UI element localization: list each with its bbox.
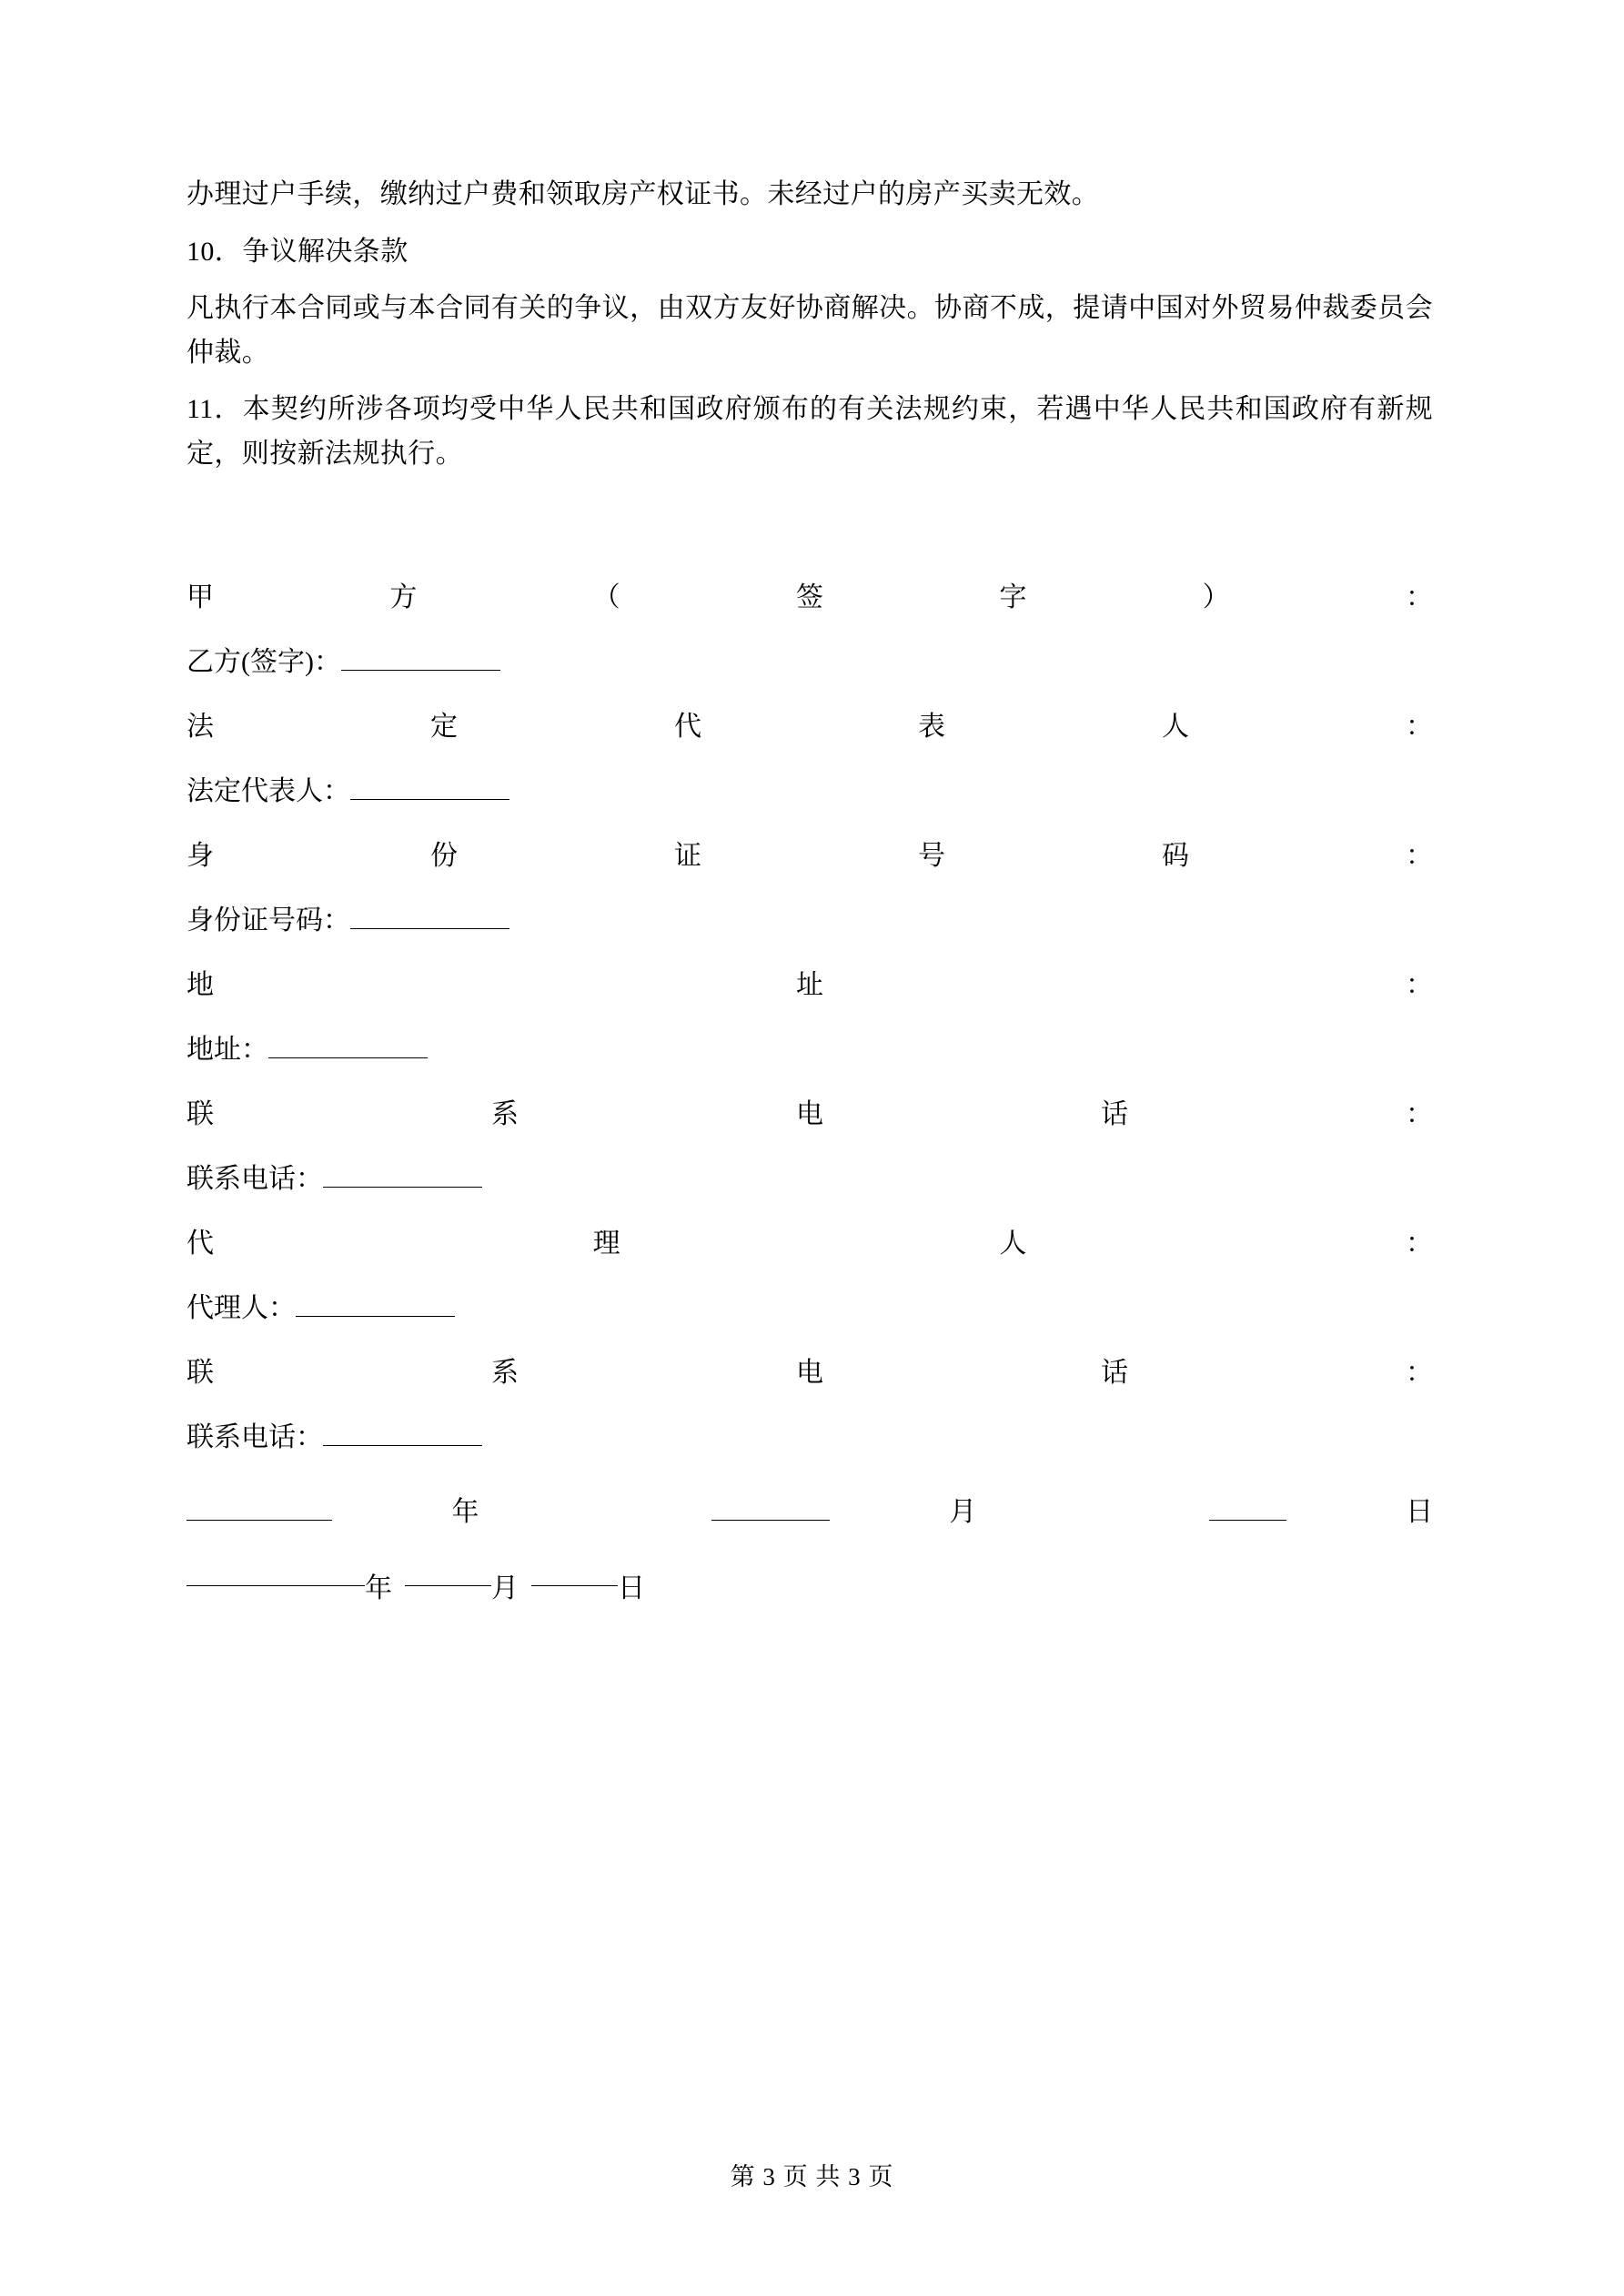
legal-rep-a-label: 法 定 代 表 人 ： [187,711,1433,742]
legal-rep-a-row [187,713,1433,778]
address-b-field[interactable] [268,1057,428,1058]
date-a-day-label: 日 [1406,1496,1434,1527]
party-b-signature-row [187,646,1433,713]
party-b-signature-label: 乙方(签字)： [187,646,341,677]
date-row-b [187,1553,1433,1618]
phone-b-field[interactable] [323,1187,482,1188]
id-number-b-row [187,907,1433,972]
date-b-month-field[interactable] [405,1585,491,1586]
date-a-year-label: 年 [451,1496,592,1527]
party-b-signature-field[interactable] [341,670,500,671]
date-b-day-label: 日 [618,1573,645,1604]
date-a-year-field[interactable] [187,1520,332,1521]
id-number-a-label: 身 份 证 号 码 ： [187,840,1433,871]
party-a-signature-row [187,584,1433,649]
date-row-a [187,1489,1433,1553]
legal-rep-b-field[interactable] [350,799,509,800]
date-a-month-label: 月 [949,1496,1090,1527]
date-a-day-field[interactable] [1209,1520,1286,1521]
legal-rep-b-row [187,775,1433,843]
agent-a-label: 代 理 人 ： [187,1228,1433,1259]
date-a-month-field[interactable] [711,1520,830,1521]
agent-phone-a-label: 联 系 电 话 ： [187,1357,1433,1388]
phone-a-label: 联 系 电 话 ： [187,1098,1433,1129]
signature-block [187,584,1433,1618]
agent-a-row [187,1230,1433,1295]
id-number-a-row [187,840,1433,907]
agent-b-label: 代理人： [187,1292,296,1323]
clause-10-text: 凡执行本合同或与本合同有关的争议，由双方友好协商解决。协商不成，提请中国对外贸易仲裁委员会仲裁。 [187,293,1433,368]
agent-phone-b-row [187,1421,1433,1489]
party-a-signature-label: 甲 方 （ 签 字 ） ： [187,582,1433,612]
date-b-day-field[interactable] [531,1585,618,1586]
page-footer: 第 3 页 共 3 页 [730,2163,894,2190]
agent-phone-b-field[interactable] [323,1445,482,1446]
address-a-label: 地 址 ： [187,969,1433,1000]
agent-b-row [187,1292,1433,1360]
phone-b-label: 联系电话： [187,1163,323,1194]
paragraph-continuation: 办理过户手续，缴纳过户费和领取房产权证书。未经过户的房产买卖无效。 [187,179,1100,209]
agent-phone-b-label: 联系电话： [187,1421,323,1452]
phone-b-row [187,1163,1433,1230]
address-b-label: 地址： [187,1034,268,1065]
id-number-b-label: 身份证号码： [187,905,350,936]
clause-10-heading: 10．争议解决条款 [187,236,409,267]
agent-phone-a-row [187,1357,1433,1424]
clause-11-text: 11．本契约所涉各项均受中华人民共和国政府颁布的有关法规约束，若遇中华人民共和国政府有新规定，则按新法规执行。 [187,394,1433,469]
date-b-month-label: 月 [491,1573,519,1604]
legal-rep-b-label: 法定代表人： [187,775,350,806]
address-b-row [187,1034,1433,1101]
date-b-year-field[interactable] [187,1585,365,1586]
phone-a-row [187,1098,1433,1166]
address-a-row [187,969,1433,1037]
agent-b-field[interactable] [296,1316,455,1317]
id-number-b-field[interactable] [350,928,509,929]
date-b-year-label: 年 [365,1573,392,1604]
